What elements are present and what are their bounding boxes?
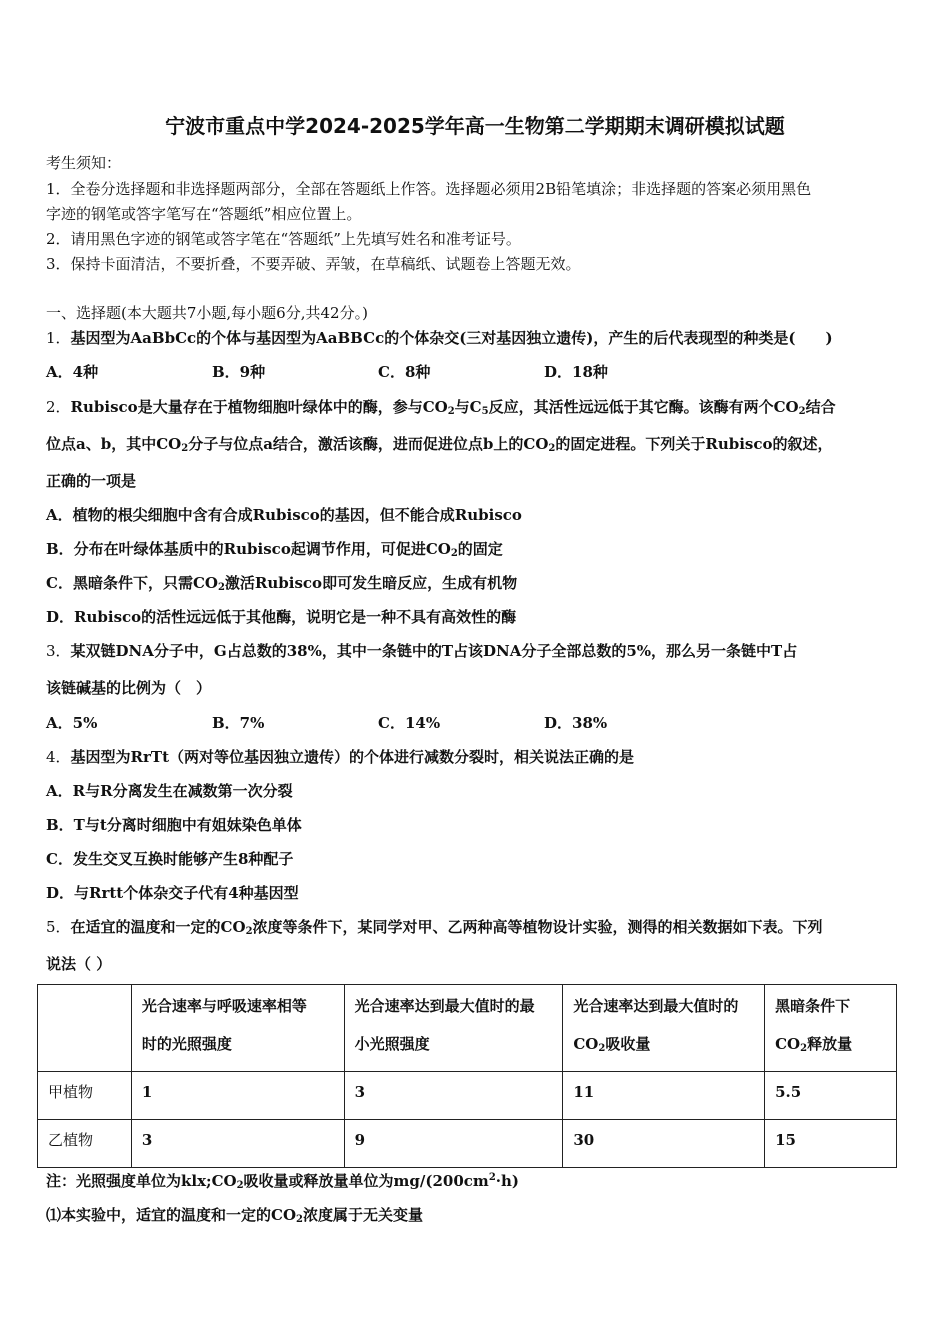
note-text: ·h) [495,1172,520,1190]
table-cell: 3 [131,1120,344,1168]
q2-text-1a: Rubisco是大量存在于植物细胞叶绿体中的酶，参与CO [70,398,448,416]
notice-line-1a: 1．全卷分选择题和非选择题两部分，全部在答题纸上作答。选择题必须用2B铅笔填涂；非选择题的答案必须用黑色 [46,180,812,198]
note-sub: 2 [236,1180,244,1191]
question-2-stem-line-2 [46,433,833,454]
table-cell: 30 [563,1120,765,1168]
table-cell: 5.5 [765,1072,897,1120]
header-text: 小光照强度 [354,1035,430,1053]
table-header-cell [344,985,563,1072]
question-4-number: 4． [46,748,71,766]
table-cell: 3 [344,1072,563,1120]
q2-option-c-text: C．黑暗条件下，只需CO [46,574,218,592]
header-text: CO [573,1035,599,1053]
q5-statement-1 [46,1204,423,1225]
q2-option-b-text: 的固定 [457,540,503,558]
table-row [38,1120,897,1168]
statement-sub: 2 [296,1214,303,1225]
q1-option-a[interactable]: A．4种 [46,363,99,381]
notice-line-3: 3．保持卡面清洁，不要折叠，不要弄破、弄皱，在草稿纸、试题卷上答题无效。 [46,255,581,273]
q5-text-1b: 浓度等条件下，某同学对甲、乙两种高等植物设计实验，测得的相关数据如下表。下列 [252,918,823,936]
header-text: 光合速率与呼吸速率相等 [141,997,307,1015]
q3-text-1: 某双链DNA分子中，G占总数的38%，其中一条链中的T占该DNA分子全部总数的5%，那么另一条链中T占 [70,642,798,660]
q1-option-d[interactable]: D．18种 [544,363,608,381]
header-text: 黑暗条件下 [775,997,851,1015]
q2-text-2b: 分子与位点a结合，激活该酶，进而促进位点b上的CO [188,435,549,453]
q2-sub: 2 [450,548,458,559]
data-table [37,984,897,1168]
header-text: 光合速率达到最大值时的最 [354,997,535,1015]
q4-option-c[interactable]: C．发生交叉互换时能够产生8种配子 [46,850,294,868]
table-header-cell [131,985,344,1072]
q3-option-d[interactable]: D．38% [544,714,608,732]
q2-option-c-text: 激活Rubisco即可发生暗反应，生成有机物 [224,574,518,592]
q2-text-2c: 的固定进程。下列关于Rubisco的叙述， [555,435,833,453]
question-3-stem-line-2: 该链碱基的比例为（ ） [46,679,212,697]
q2-text-1b: 与C [454,398,482,416]
q2-option-b[interactable] [46,538,503,559]
question-4-stem [46,746,634,767]
q2-sub: 2 [798,406,806,417]
q5-sub: 2 [245,926,253,937]
question-3-options [46,712,710,733]
q2-sub: 2 [447,406,455,417]
q2-option-b-text: B．分布在叶绿体基质中的Rubisco起调节作用，可促进CO [46,540,451,558]
header-text: 时的光照强度 [141,1035,232,1053]
question-1-stem [46,327,833,348]
q2-option-d[interactable]: D．Rubisco的活性远远低于其他酶，说明它是一种不具有高效性的酶 [46,608,517,626]
question-1-options [46,361,710,382]
q4-text: 基因型为RrTt（两对等位基因独立遗传）的个体进行减数分裂时，相关说法正确的是 [70,748,635,766]
section-heading: 一、选择题(本大题共7小题,每小题6分,共42分。) [46,304,368,322]
notice-line-2: 2．请用黑色字迹的钢笔或答字笔在“答题纸”上先填写姓名和准考证号。 [46,230,521,248]
header-sub: 2 [800,1043,808,1054]
q2-option-a[interactable]: A．植物的根尖细胞中含有合成Rubisco的基因，但不能合成Rubisco [46,506,522,524]
q2-sub: 2 [548,443,556,454]
notice-line-1b: 字迹的钢笔或答字笔写在“答题纸”相应位置上。 [46,205,362,223]
question-3-number: 3． [46,642,71,660]
table-cell: 15 [765,1120,897,1168]
q2-text-2a: 位点a、b，其中CO [46,435,182,453]
q5-text-1a: 在适宜的温度和一定的CO [70,918,246,936]
q2-text-1d: 结合 [805,398,836,416]
table-cell-plant: 甲植物 [38,1072,132,1120]
statement-text: ⑴本实验中，适宜的温度和一定的CO [46,1206,297,1224]
q1-option-b[interactable]: B．9种 [212,363,266,381]
question-5-stem-line-2: 说法（ ） [46,955,112,973]
table-note [46,1170,519,1191]
question-2-stem-line-3: 正确的一项是 [46,472,137,490]
q3-option-c[interactable]: C．14% [378,714,441,732]
q2-sub: 2 [217,582,225,593]
page-title: 宁波市重点中学2024-2025学年高一生物第二学期期末调研模拟试题 [165,114,785,138]
q2-option-c[interactable] [46,572,517,593]
notice-heading: 考生须知： [46,154,122,172]
note-text: 吸收量或释放量单位为mg/(200cm [243,1172,489,1190]
q2-text-1c: 反应，其活性远远低于其它酶。该酶有两个CO [488,398,799,416]
table-header-row [38,985,897,1072]
header-text: 吸收量 [605,1035,651,1053]
statement-text: 浓度属于无关变量 [302,1206,423,1224]
question-3-stem-line-1 [46,640,797,661]
q4-option-b[interactable]: B．T与t分离时细胞中有姐妹染色单体 [46,816,302,834]
table-header-empty [38,985,132,1072]
q3-option-b[interactable]: B．7% [212,714,265,732]
question-2-stem-line-1 [46,396,836,417]
table-cell: 9 [344,1120,563,1168]
question-1-text: 基因型为AaBbCc的个体与基因型为AaBBCc的个体杂交(三对基因独立遗传)，产生的后代表现型的种类是( ) [70,329,833,347]
q2-sub: 2 [181,443,189,454]
q4-option-d[interactable]: D．与Rrtt个体杂交子代有4种基因型 [46,884,299,902]
question-1-number: 1． [46,329,71,347]
question-5-stem-line-1 [46,916,823,937]
question-5-number: 5． [46,918,71,936]
note-text: 注：光照强度单位为klx;CO [46,1172,237,1190]
table-cell-plant: 乙植物 [38,1120,132,1168]
header-text: 光合速率达到最大值时的 [573,997,739,1015]
header-sub: 2 [598,1043,606,1054]
table-cell: 11 [563,1072,765,1120]
q3-option-a[interactable]: A．5% [46,714,98,732]
q2-sub: 5 [481,406,489,417]
table-row [38,1072,897,1120]
note-sup: 2 [488,1172,496,1183]
question-2-number: 2． [46,398,71,416]
header-text: CO [775,1035,801,1053]
table-cell: 1 [131,1072,344,1120]
header-text: 释放量 [807,1035,853,1053]
q4-option-a[interactable]: A．R与R分离发生在减数第一次分裂 [46,782,293,800]
table-header-cell [563,985,765,1072]
q1-option-c[interactable]: C．8种 [378,363,431,381]
table-header-cell [765,985,897,1072]
